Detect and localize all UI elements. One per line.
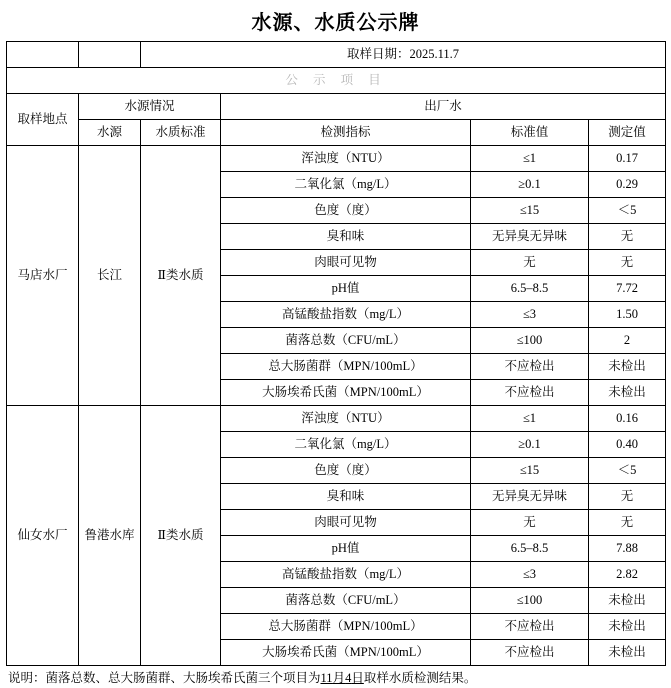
- footnote-prefix: 说明：菌落总数、总大肠菌群、大肠埃希氏菌三个项目为: [8, 671, 321, 685]
- test-index: 大肠埃希氏菌（MPN/100mL）: [221, 640, 471, 666]
- measured-value: 无: [589, 250, 666, 276]
- standard-value: 6.5–8.5: [471, 536, 589, 562]
- header-water-source-condition: 水源情况: [79, 94, 221, 120]
- header-measured-value: 测定值: [589, 120, 666, 146]
- standard-value: ≤15: [471, 198, 589, 224]
- standard-value: 无: [471, 510, 589, 536]
- test-index: 总大肠菌群（MPN/100mL）: [221, 354, 471, 380]
- measured-value: 未检出: [589, 380, 666, 406]
- measured-value: 2.82: [589, 562, 666, 588]
- footnote-month-unit: 月: [332, 671, 346, 685]
- measured-value: 0.29: [589, 172, 666, 198]
- test-index: 浑浊度（NTU）: [221, 146, 471, 172]
- standard-value: ≥0.1: [471, 432, 589, 458]
- test-index: 肉眼可见物: [221, 250, 471, 276]
- water-quality-table: [6, 41, 666, 666]
- test-index: 大肠埃希氏菌（MPN/100mL）: [221, 380, 471, 406]
- header-row-2: [7, 120, 666, 146]
- measured-value: 7.88: [589, 536, 666, 562]
- measured-value: 未检出: [589, 354, 666, 380]
- test-index: 浑浊度（NTU）: [221, 406, 471, 432]
- footnote-day: 4: [345, 671, 352, 685]
- standard-value: 无: [471, 250, 589, 276]
- standard-value: 不应检出: [471, 614, 589, 640]
- test-index: 高锰酸盐指数（mg/L）: [221, 302, 471, 328]
- measured-value: 未检出: [589, 640, 666, 666]
- test-index: 色度（度）: [221, 458, 471, 484]
- measured-value: 无: [589, 510, 666, 536]
- measured-value: 1.50: [589, 302, 666, 328]
- standard-value: ≤100: [471, 588, 589, 614]
- header-standard-value: 标准值: [471, 120, 589, 146]
- header-water-quality-standard: 水质标准: [141, 120, 221, 146]
- header-factory-water: 出厂水: [221, 94, 666, 120]
- test-index: 总大肠菌群（MPN/100mL）: [221, 614, 471, 640]
- standard-value: ≤15: [471, 458, 589, 484]
- test-index: 菌落总数（CFU/mL）: [221, 328, 471, 354]
- test-index: 二氧化氯（mg/L）: [221, 172, 471, 198]
- test-index: 菌落总数（CFU/mL）: [221, 588, 471, 614]
- sampling-date: 取样日期：2025.11.7: [141, 42, 666, 68]
- standard-value: 不应检出: [471, 640, 589, 666]
- section-title: 公 示 项 目: [7, 68, 666, 94]
- table-row: [7, 406, 666, 432]
- section-title-row: [7, 68, 666, 94]
- test-index: pH值: [221, 536, 471, 562]
- footnote: [6, 670, 665, 688]
- test-index: 高锰酸盐指数（mg/L）: [221, 562, 471, 588]
- test-index: 臭和味: [221, 484, 471, 510]
- plant-name: 马店水厂: [7, 146, 79, 406]
- test-index: 肉眼可见物: [221, 510, 471, 536]
- footnote-month: 11: [320, 671, 333, 685]
- measured-value: 无: [589, 224, 666, 250]
- measured-value: 未检出: [589, 614, 666, 640]
- standard-value: 不应检出: [471, 354, 589, 380]
- plant-source: 鲁港水库: [79, 406, 141, 666]
- standard-value: ≥0.1: [471, 172, 589, 198]
- date-row-blank-1: [7, 42, 79, 68]
- page-title: 水源、水质公示牌: [251, 12, 420, 34]
- measured-value: 0.16: [589, 406, 666, 432]
- header-sample-location: 取样地点: [7, 94, 79, 146]
- test-index: pH值: [221, 276, 471, 302]
- standard-value: 6.5–8.5: [471, 276, 589, 302]
- standard-value: ≤1: [471, 406, 589, 432]
- plant-name: 仙女水厂: [7, 406, 79, 666]
- plant-source: 长江: [79, 146, 141, 406]
- header-row-1: [7, 94, 666, 120]
- test-index: 二氧化氯（mg/L）: [221, 432, 471, 458]
- standard-value: ≤3: [471, 562, 589, 588]
- footnote-suffix: 取样水质检测结果。: [363, 671, 477, 685]
- test-index: 臭和味: [221, 224, 471, 250]
- date-row-blank-2: [79, 42, 141, 68]
- standard-value: ≤3: [471, 302, 589, 328]
- measured-value: ＜5: [589, 458, 666, 484]
- standard-value: 无异臭无异味: [471, 224, 589, 250]
- plant-standard: Ⅱ类水质: [141, 146, 221, 406]
- table-row: [7, 146, 666, 172]
- date-row: [7, 42, 666, 68]
- standard-value: ≤1: [471, 146, 589, 172]
- measured-value: ＜5: [589, 198, 666, 224]
- measured-value: 0.40: [589, 432, 666, 458]
- measured-value: 未检出: [589, 588, 666, 614]
- header-source: 水源: [79, 120, 141, 146]
- standard-value: ≤100: [471, 328, 589, 354]
- test-index: 色度（度）: [221, 198, 471, 224]
- plant-standard: Ⅱ类水质: [141, 406, 221, 666]
- measured-value: 0.17: [589, 146, 666, 172]
- header-test-index: 检测指标: [221, 120, 471, 146]
- standard-value: 无异臭无异味: [471, 484, 589, 510]
- measured-value: 7.72: [589, 276, 666, 302]
- footnote-day-unit: 日: [351, 671, 364, 685]
- measured-value: 2: [589, 328, 666, 354]
- standard-value: 不应检出: [471, 380, 589, 406]
- measured-value: 无: [589, 484, 666, 510]
